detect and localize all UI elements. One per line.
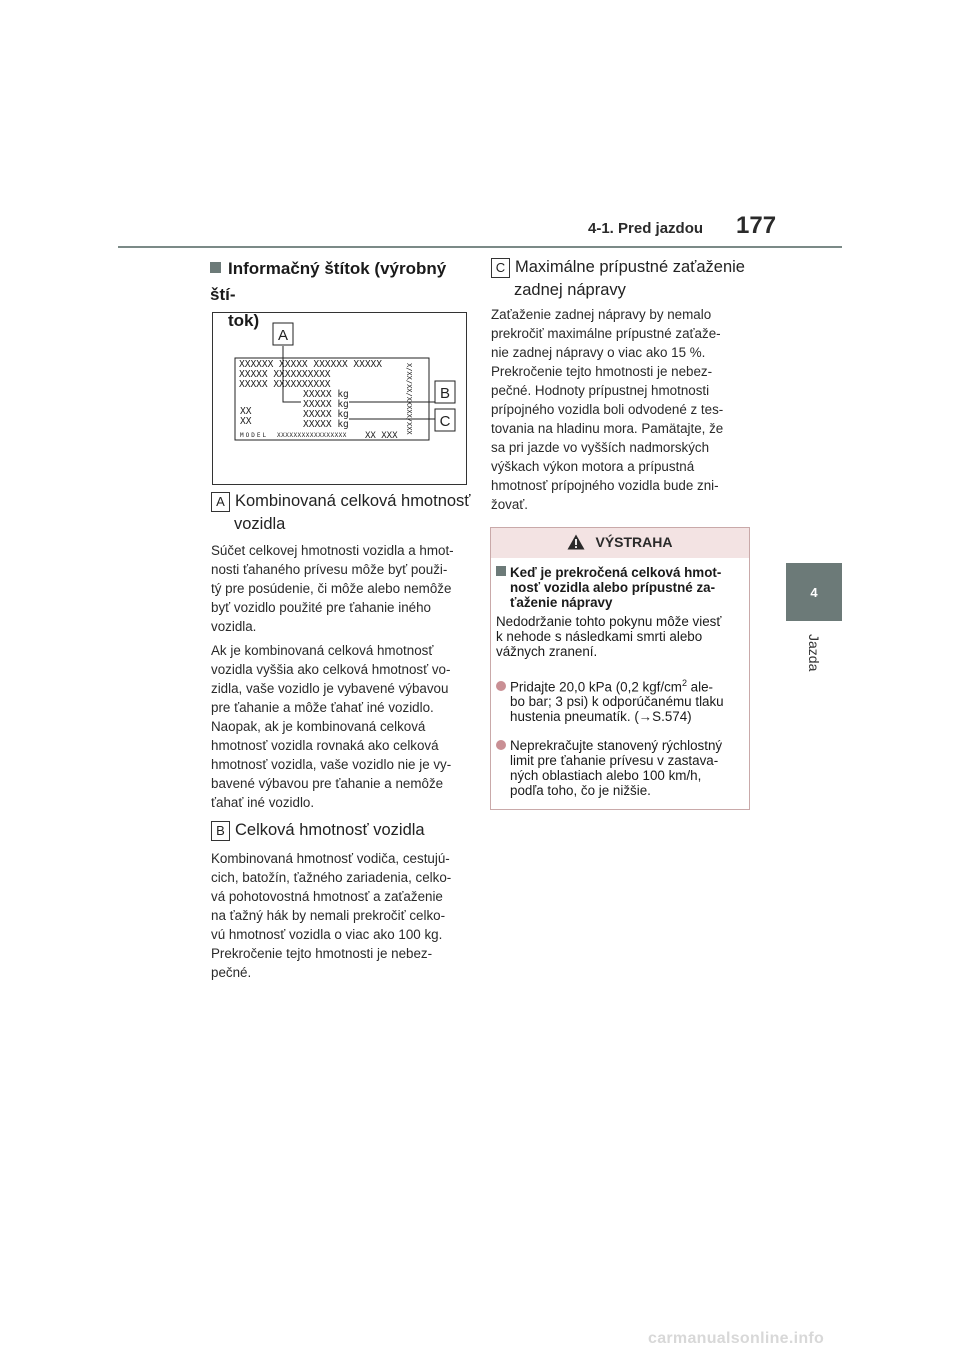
- text-line: Kombinovaná hmotnosť vodiča, cestujú-: [211, 851, 450, 866]
- text-line: Neprekračujte stanovený rýchlostný: [510, 738, 723, 753]
- text-line: hmotnosť prípojného vozidla bude zni-: [491, 478, 719, 493]
- text-line: Prekročenie tejto hmotnosti je nebez-: [491, 364, 713, 379]
- watermark: carmanualsonline.info: [648, 1330, 825, 1347]
- label-row-4: XXXXX kg: [303, 389, 349, 400]
- text-line: k nehode s následkami smrti alebo: [496, 629, 703, 644]
- warning-bullet-2: [496, 738, 748, 798]
- item-c-letter: C: [491, 258, 510, 278]
- text-line: žovať.: [491, 497, 529, 512]
- label-model-suffix: XX XXX: [365, 431, 398, 441]
- item-a-letter: A: [211, 492, 230, 512]
- page-number: 177: [736, 212, 777, 239]
- text-line: bo bar; 3 psi) k odporúčanému tlaku: [510, 694, 724, 710]
- chapter-number: 4: [810, 584, 818, 600]
- text-line: Zaťaženie zadnej nápravy by nemalo: [491, 307, 712, 322]
- warning-title-text: VÝSTRAHA: [595, 534, 673, 550]
- text-line: prípojného vozidla boli odvodené z tes-: [491, 402, 724, 417]
- item-c-heading-line1: Maximálne prípustné zaťaženie: [515, 258, 745, 276]
- text-line: zidla, vaše vozidlo je vybavené výbavou: [211, 681, 449, 696]
- text-line: tý pre posúdenie, či môže alebo nemôže: [211, 581, 452, 596]
- text-line: ťaženie nápravy: [510, 595, 613, 610]
- warning-text: [496, 614, 746, 659]
- text-line: podľa toho, čo je nižšie.: [510, 783, 651, 798]
- superscript: 2: [681, 678, 687, 688]
- item-c-paragraph: [491, 305, 753, 514]
- item-a-paragraph-1: [211, 541, 473, 636]
- label-model-value: XXXXXXXXXXXXXXXXX: [277, 432, 347, 439]
- item-a-heading-line1: Kombinovaná celková hmotnosť: [235, 492, 471, 510]
- chapter-label: Jazda: [806, 634, 822, 672]
- label-row-5: XXXXX kg: [303, 399, 349, 410]
- chapter-tab[interactable]: [786, 563, 842, 621]
- text-line: nosť vozidla alebo prípustné za-: [510, 580, 716, 595]
- warning-header: [491, 528, 749, 558]
- text-line: Nedodržanie tohto pokynu môže viesť: [496, 614, 722, 629]
- section-title: 4-1. Pred jazdou: [588, 220, 704, 237]
- text-line: Naopak, ak je kombinovaná celková: [211, 719, 426, 734]
- item-b-paragraph: [211, 849, 473, 982]
- text-line: hmotnosť vozidla rovnaká ako celková: [211, 738, 439, 753]
- text-line: na ťažný hák by nemali prekročiť celko-: [211, 908, 446, 923]
- warning-title: [491, 534, 749, 550]
- text-line: Súčet celkovej hmotnosti vozidla a hmot-: [211, 543, 454, 558]
- item-a-heading-line2: vozidla: [234, 515, 286, 533]
- item-c-heading: [491, 256, 751, 302]
- text-line: pečné.: [211, 965, 252, 980]
- item-b-heading-text: Celková hmotnosť vozidla: [235, 821, 425, 839]
- square-bullet-icon: [496, 566, 506, 576]
- text-line: Pridajte 20,0 kPa (0,2 kgf/cm: [510, 679, 682, 695]
- text-line: nosti ťahaného prívesu môže byť použi-: [211, 562, 448, 577]
- text-line: ale-: [686, 679, 714, 695]
- label-row-2: XXXXX XXXXXXXXXX: [239, 369, 331, 380]
- vehicle-label-figure: [212, 312, 467, 485]
- label-row-3: XXXXX XXXXXXXXXX: [239, 379, 331, 390]
- text-line: vozidla.: [211, 619, 257, 634]
- text-line: bavené výbavou pre ťahanie a nemôže: [211, 776, 444, 791]
- item-a-paragraph-2: [211, 641, 473, 812]
- round-bullet-icon: [496, 681, 506, 691]
- vehicle-label-illustration: [213, 313, 466, 484]
- label-model-caption: MODEL: [240, 432, 269, 439]
- warning-triangle-icon: [567, 534, 585, 550]
- text-line: Prekročenie tejto hmotnosti je nebez-: [211, 946, 433, 961]
- callout-c: C: [439, 413, 451, 430]
- text-line: hustenia pneumatík. (→S.574): [510, 709, 692, 725]
- label-left-mark-1: XX: [240, 406, 252, 417]
- text-line: Ak je kombinovaná celková hmotnosť: [211, 643, 434, 658]
- text-line: tovania na hladinu mora. Pamätajte, že: [491, 421, 724, 436]
- text-line: sa pri jazde vo vyšších nadmorských: [491, 440, 710, 455]
- label-row-6: XXXXX kg: [303, 409, 349, 420]
- text-line: ťahať iné vozidlo.: [211, 795, 315, 810]
- text-line: nie zadnej nápravy o viac ako 15 %.: [491, 345, 706, 360]
- warning-subheading: [496, 565, 746, 610]
- header-divider: [118, 246, 842, 248]
- item-b-heading: [211, 819, 471, 842]
- info-heading-line2: tok): [228, 311, 260, 330]
- label-right-column: X/XX/XX/XXXXX/XXX: [405, 363, 413, 435]
- callout-b: B: [439, 385, 451, 402]
- text-line: výškach výkon motora a prípustná: [491, 459, 695, 474]
- text-line: prekročiť maximálne prípustné zaťaže-: [491, 326, 721, 341]
- info-heading-line1: Informačný štítok (výrobný ští-: [210, 259, 447, 304]
- label-left-mark-2: XX: [240, 416, 252, 427]
- item-b-letter: B: [211, 821, 230, 841]
- text-line: byť vozidlo použité pre ťahanie iného: [211, 600, 431, 615]
- warning-bullet-1: [496, 676, 748, 724]
- square-bullet-icon: [210, 262, 221, 273]
- item-a-heading: [211, 490, 471, 536]
- callout-a: A: [277, 327, 289, 344]
- text-line: vozidla vyššia ako celková hmotnosť vo-: [211, 662, 451, 677]
- text-line: Keď je prekročená celková hmot-: [510, 565, 722, 580]
- text-line: vá pohotovostná hmotnosť a zaťaženie: [211, 889, 443, 904]
- text-line: pre ťahanie a môže ťahať iné vozidlo.: [211, 700, 434, 715]
- text-line: pečné. Hodnoty prípustnej hmotnosti: [491, 383, 710, 398]
- text-line: limit pre ťahanie prívesu v zastava-: [510, 753, 719, 768]
- item-c-heading-line2: zadnej nápravy: [514, 281, 626, 299]
- text-line: cich, batožín, ťažného zariadenia, celko-: [211, 870, 452, 885]
- text-line: vú hmotnosť vozidla o viac ako 100 kg.: [211, 927, 443, 942]
- text-line: hmotnosť vozidla, vaše vozidlo nie je vy-: [211, 757, 452, 772]
- label-row-7: XXXXX kg: [303, 419, 349, 430]
- round-bullet-icon: [496, 740, 506, 750]
- text-line: vážnych zranení.: [496, 644, 598, 659]
- text-line: ných oblastiach alebo 100 km/h,: [510, 768, 702, 783]
- label-row-1: XXXXXX XXXXX XXXXXX XXXXX: [239, 359, 382, 370]
